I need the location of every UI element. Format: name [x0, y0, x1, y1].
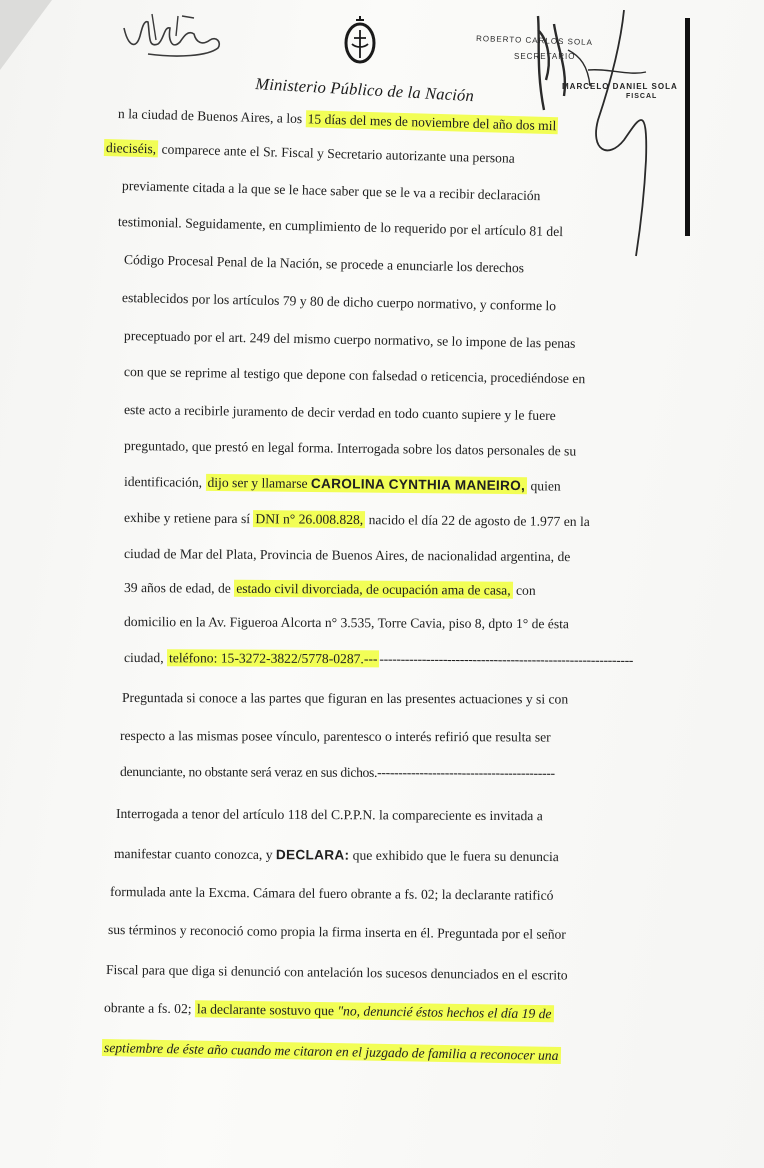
text-line: Preguntada si conoce a las partes que figuran en las presentes actuaciones y si con	[121, 690, 569, 707]
text-line: testimonial. Seguidamente, en cumplimiento de lo requerido por el artículo 81 del	[117, 214, 564, 240]
text-segment: con	[512, 582, 536, 598]
text-line	[104, 140, 515, 167]
text-line: respecto a las mismas posee vínculo, parentesco o interés refirió que resulta ser	[119, 728, 551, 745]
text-line	[124, 580, 536, 599]
text-line: ciudad de Mar del Plata, Provincia de Buenos Aires, de nacionalidad argentina, de	[123, 546, 571, 565]
quoted-statement: "no, denuncié éstos hechos el día 19 de	[337, 1003, 552, 1022]
declara-keyword: DECLARA:	[275, 847, 350, 863]
text-segment: ciudad,	[123, 650, 168, 666]
text-segment: n la ciudad de Buenos Aires, a los	[117, 106, 306, 127]
text-line: con que se reprime al testigo que depone con falsedad o reticencia, procediéndose en	[123, 364, 586, 387]
text-line: formulada ante la Excma. Cámara del fuero obrante a fs. 02; la declarante ratificó	[109, 884, 554, 903]
text-segment: nacido el día 22 de agosto de 1.977 en la	[365, 512, 590, 530]
highlight-date: 15 días del mes de noviembre del año dos mil	[305, 110, 558, 134]
text-line: establecidos por los artículos 79 y 80 de dicho cuerpo normativo, y conforme lo	[121, 290, 557, 314]
fiscal-stamp-name: MARCELO DANIEL SOLA	[562, 82, 678, 91]
text-segment: 39 años de edad, de	[123, 580, 235, 596]
highlight-phone: teléfono: 15-3272-3822/5778-0287.---	[167, 649, 379, 667]
text-segment: comparece ante el Sr. Fiscal y Secretario autorizante una persona	[158, 141, 515, 166]
text-line: este acto a recibirle juramento de decir verdad en todo cuanto supiere y le fuere	[123, 402, 556, 424]
text-line: preceptuado por el art. 249 del mismo cuerpo normativo, se lo impone de las penas	[123, 328, 576, 351]
text-segment: exhibe y retiene para sí	[123, 510, 254, 527]
text-segment: dijo ser y llamarse	[207, 474, 312, 491]
text-line	[124, 650, 633, 669]
text-line	[118, 106, 559, 134]
text-line: sus términos y reconoció como propia la firma inserta en él. Preguntada por el señor	[107, 922, 566, 942]
text-line: domicilio en la Av. Figueroa Alcorta n° 3.535, Torre Cavia, piso 8, dpto 1° de ésta	[123, 614, 570, 632]
text-line: denunciante, no obstante será veraz en sus dichos.------------------------------------------	[119, 764, 555, 781]
highlight-name	[205, 474, 527, 494]
text-segment: quien	[527, 478, 561, 494]
folded-corner	[0, 0, 52, 70]
ministry-crest-icon	[338, 14, 382, 68]
text-line	[102, 1040, 561, 1064]
text-line	[114, 846, 559, 865]
highlight-civil-status: estado civil divorciada, de ocupación ama de casa,	[234, 580, 513, 599]
highlight-dni: DNI n° 26.008.828,	[253, 510, 365, 528]
declarant-name: CAROLINA CYNTHIA MANEIRO,	[310, 475, 526, 494]
text-segment: la declarante sostuvo que	[196, 1001, 338, 1019]
text-segment: manifestar cuanto conozca, y	[113, 846, 276, 863]
text-line	[124, 510, 590, 530]
secretary-stamp-role: SECRETARIO	[514, 52, 576, 61]
text-line: Fiscal para que diga si denunció con antelación los sucesos denunciados en el escrito	[105, 962, 568, 983]
text-line: preguntado, que prestó en legal forma. Interrogada sobre los datos personales de su	[123, 438, 577, 459]
dash-filler: ------------------------------------------------------------	[379, 651, 634, 668]
text-segment: identificación,	[123, 474, 206, 490]
highlight-year: dieciséis,	[104, 139, 159, 157]
text-line	[124, 474, 561, 495]
fiscal-stamp-role: FISCAL	[626, 93, 658, 100]
text-line	[104, 1000, 554, 1022]
secretary-stamp-name: ROBERTO CARLOS SOLA	[475, 33, 594, 48]
text-line: previamente citada a la que se le hace saber que se le va a recibir declaración	[121, 178, 541, 204]
black-margin-bar	[685, 18, 690, 236]
handwritten-signature-left	[118, 6, 230, 64]
text-line: Código Procesal Penal de la Nación, se procede a enunciarle los derechos	[123, 252, 525, 276]
highlight-statement-continued: septiembre de éste año cuando me citaron en el juzgado de familia a reconocer una	[102, 1039, 561, 1064]
page-title: Ministerio Público de la Nación	[254, 74, 475, 106]
text-line: Interrogada a tenor del artículo 118 del C.P.P.N. la compareciente es invitada a	[115, 806, 543, 824]
text-segment: obrante a fs. 02;	[103, 1000, 196, 1017]
highlight-statement-start	[195, 1000, 554, 1022]
text-segment: que exhibido que le fuera su denuncia	[349, 847, 559, 865]
